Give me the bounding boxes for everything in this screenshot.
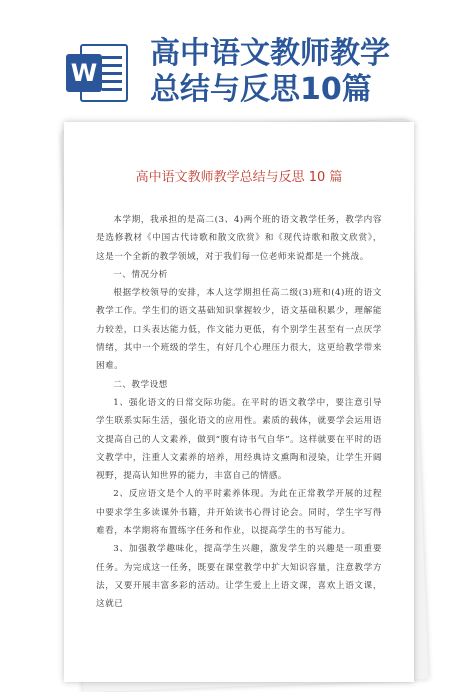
paragraph: 1、强化语文的日常交际功能。在平时的语文教学中，要注意引导学生联系实际生活，强化语文的应用性。素质的载体，就要学会运用语文提高自己的人文素养，做到“腹有诗书气自华”。这样就要在平时的语文教学中，注重人文素养的培养，用经典诗文熏陶和浸染，让学生开阔视野，提高认知世界的能力，丰富自己的情感。 (96, 397, 382, 482)
banner-title-line2: 总结与反思10篇 (150, 72, 372, 107)
word-icon-line (102, 72, 122, 75)
word-icon-line (102, 64, 122, 67)
paragraph: 根据学校领导的安排，本人这学期担任高二级(3)班和(4)班的语文教学工作。学生们的语文基础知识掌握较少，语文基础积累少，理解能力较差，口头表达能力低，作文能力更低，有个别学生甚至有一点厌学情绪，其中一个班级的学生，有好几个心理压力很大，这更给教学带来困难。 (96, 288, 382, 372)
document-body (96, 211, 382, 614)
word-icon-line (102, 56, 122, 59)
document-title: 高中语文教师教学总结与反思 10 篇 (135, 170, 343, 185)
section-heading: 二、教学设想 (113, 379, 168, 390)
paragraph: 3、加强教学趣味化，提高学生兴趣，激发学生的兴趣是一项重要任务。为完成这一任务，既要在课堂教学中扩大知识容量，注意教学方法，又要开展丰富多彩的活动。让学生爱上上语文课，喜欢上语文课，这就已 (96, 544, 382, 610)
banner (0, 0, 474, 120)
section-heading: 一、情况分析 (113, 269, 168, 280)
word-icon-badge: W (66, 54, 102, 92)
banner-title-line1: 高中语文教师教学 (150, 36, 390, 71)
word-icon-line (102, 88, 122, 91)
paragraph: 本学期，我承担的是高二(3、4)两个班的语文教学任务，教学内容是选修教材《中国古代诗歌和散文欣赏》和《现代诗歌和散文欣赏》，这是一个全新的教学领域，对于我们每一位老师来说都是一个挑战。 (96, 215, 382, 262)
word-icon-line (102, 80, 122, 83)
word-document-icon (66, 42, 130, 106)
banner-title (150, 36, 470, 108)
paragraph: 2、反应语文是个人的平时素养体现。为此在正常教学开展的过程中要求学生多读课外书籍，并开始读书心得讨论会。同时，学生字写得难看，本学期将布置练字任务和作业，以提高学生的书写能力。 (96, 489, 382, 537)
document-page (64, 122, 414, 682)
